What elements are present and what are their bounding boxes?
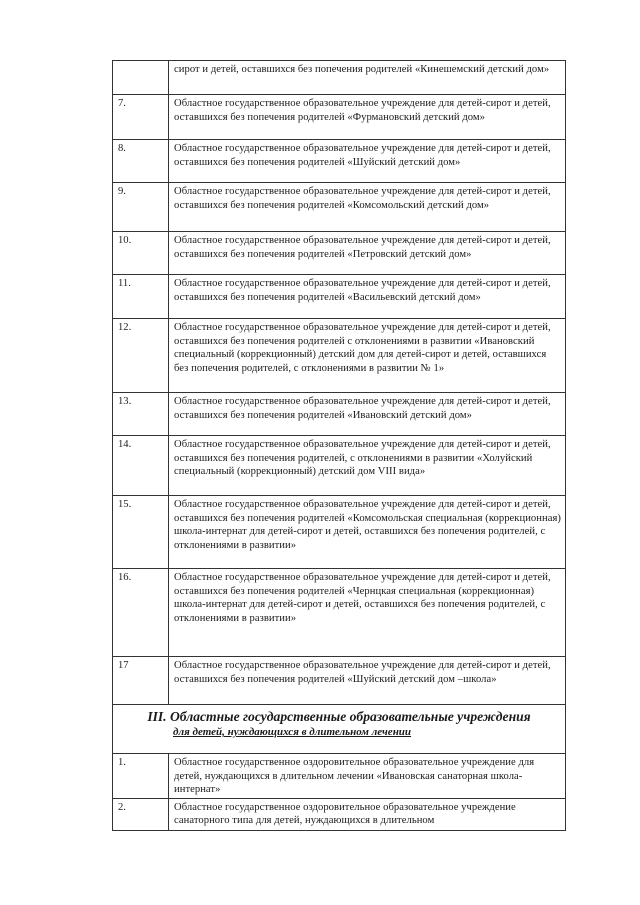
table-row bbox=[113, 275, 566, 319]
table-row bbox=[113, 754, 566, 799]
institution-name: сирот и детей, оставшихся без попечения родителей «Кинешемский детский дом» bbox=[169, 61, 566, 95]
section-subtitle: для детей, нуждающихся в длительном лечении bbox=[173, 726, 412, 738]
institution-name: Областное государственное образовательное учреждение для детей-сирот и детей, оставшихся без попечения родителей с отклонениями в развитии «Ивановский специальный (коррекционный) детский дом для детей-сирот и детей, оставшихся без попечения родителей, с отклонениями в развитии № 1» bbox=[169, 319, 566, 393]
table-row bbox=[113, 61, 566, 95]
row-number: 7. bbox=[113, 95, 169, 140]
row-number: 9. bbox=[113, 183, 169, 232]
table-row bbox=[113, 393, 566, 436]
institution-name: Областное государственное оздоровительное образовательное учреждение для детей, нуждающихся в длительном лечении «Ивановская санаторная школа-интернат» bbox=[169, 754, 566, 799]
row-number bbox=[113, 61, 169, 95]
section-title: III. Областные государственные образовательные учреждения bbox=[147, 709, 531, 724]
row-number: 11. bbox=[113, 275, 169, 319]
institution-name: Областное государственное образовательное учреждение для детей-сирот и детей, оставшихся без попечения родителей «Шуйский детский дом –школа» bbox=[169, 657, 566, 705]
table-row bbox=[113, 232, 566, 275]
section-header-row bbox=[113, 705, 566, 754]
table-row bbox=[113, 183, 566, 232]
institution-name: Областное государственное образовательное учреждение для детей-сирот и детей, оставшихся без попечения родителей «Комсомольская специальная (коррекционная) школа-интернат для детей-сирот и детей, оставшихся без попечения родителей, с отклонениями в развитии» bbox=[169, 496, 566, 569]
row-number: 1. bbox=[113, 754, 169, 799]
section-header bbox=[113, 705, 566, 754]
row-number: 13. bbox=[113, 393, 169, 436]
row-number: 17 bbox=[113, 657, 169, 705]
institution-name: Областное государственное образовательное учреждение для детей-сирот и детей, оставшихся без попечения родителей «Комсомольский детский дом» bbox=[169, 183, 566, 232]
row-number: 16. bbox=[113, 569, 169, 657]
table-row bbox=[113, 657, 566, 705]
institution-name: Областное государственное образовательное учреждение для детей-сирот и детей, оставшихся без попечения родителей «Фурмановский детский дом» bbox=[169, 95, 566, 140]
row-number: 12. bbox=[113, 319, 169, 393]
table-row bbox=[113, 496, 566, 569]
row-number: 2. bbox=[113, 798, 169, 830]
table-row bbox=[113, 319, 566, 393]
institution-name: Областное государственное образовательное учреждение для детей-сирот и детей, оставшихся без попечения родителей «Чернцкая специальная (коррекционная) школа-интернат для детей-сирот и детей, оставшихся без попечения родителей, с отклонениями в развитии» bbox=[169, 569, 566, 657]
institution-name: Областное государственное оздоровительное образовательное учреждение санаторного типа для детей, нуждающихся в длительном bbox=[169, 798, 566, 830]
institution-name: Областное государственное образовательное учреждение для детей-сирот и детей, оставшихся без попечения родителей «Петровский детский дом» bbox=[169, 232, 566, 275]
table-row bbox=[113, 798, 566, 830]
institution-name: Областное государственное образовательное учреждение для детей-сирот и детей, оставшихся без попечения родителей «Ивановский детский дом» bbox=[169, 393, 566, 436]
institution-name: Областное государственное образовательное учреждение для детей-сирот и детей, оставшихся без попечения родителей, с отклонениями в развитии «Холуйский специальный (коррекционный) детский дом VIII вида» bbox=[169, 436, 566, 496]
institution-name: Областное государственное образовательное учреждение для детей-сирот и детей, оставшихся без попечения родителей «Шуйский детский дом» bbox=[169, 140, 566, 183]
table-row bbox=[113, 140, 566, 183]
table-row bbox=[113, 95, 566, 140]
institutions-table bbox=[112, 60, 566, 831]
row-number: 10. bbox=[113, 232, 169, 275]
row-number: 15. bbox=[113, 496, 169, 569]
table-row bbox=[113, 569, 566, 657]
table-row bbox=[113, 436, 566, 496]
row-number: 8. bbox=[113, 140, 169, 183]
institution-name: Областное государственное образовательное учреждение для детей-сирот и детей, оставшихся без попечения родителей «Васильевский детский дом» bbox=[169, 275, 566, 319]
row-number: 14. bbox=[113, 436, 169, 496]
